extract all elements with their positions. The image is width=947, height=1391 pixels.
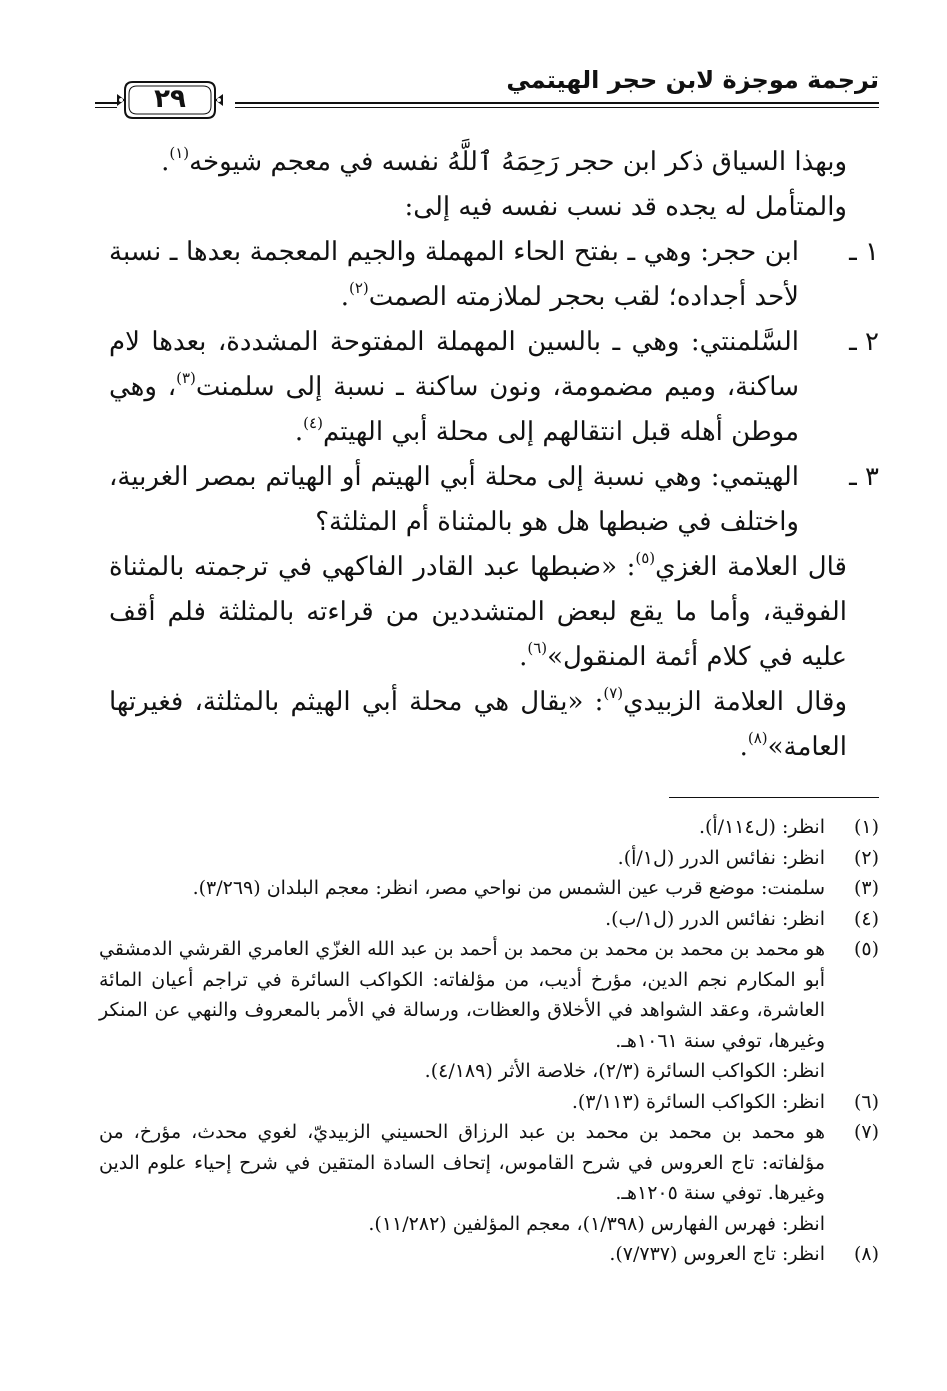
footnote (99, 904, 879, 935)
footnote-number: (٢) (853, 846, 879, 869)
footnote-number: (٣) (853, 877, 879, 899)
footnote-ref: (٢) (348, 279, 369, 297)
footnote-text: سلمنت: موضع قرب عين الشمس من نواحي مصر، انظر: معجم البلدان (٣/٢٦٩). (192, 877, 825, 899)
punctuation: . (294, 417, 304, 447)
list-item (109, 455, 879, 545)
punctuation: . (519, 642, 528, 672)
main-text (109, 140, 879, 770)
page-header (95, 62, 879, 122)
footnote-ref: (٥) (635, 549, 656, 567)
footnote-text: انظر: (ل١١٤/أ). (698, 816, 825, 838)
paragraph (109, 140, 879, 185)
footnote-separator (669, 797, 879, 798)
list-item-text: ابن حجر: وهي ـ بفتح الحاء المهملة والجيم المعجمة بعدها ـ نسبة لأحد أجداده؛ لقب بحجر لملازمته الصمت (109, 237, 799, 312)
paragraph-text: وقال العلامة الزبيدي (623, 687, 847, 717)
footnote-source: انظر: فهرس الفهارس (١/٣٩٨)، معجم المؤلفين (١١/٢٨٢). (368, 1212, 825, 1235)
quote-paragraph (109, 545, 879, 680)
header-rule-left (95, 102, 117, 104)
footnote-ref: (٣) (176, 369, 196, 387)
footnote (99, 1239, 879, 1270)
paragraph-text: والمتأمل له يجده قد نسب نفسه فيه إلى: (404, 192, 847, 222)
list-item-text: السَّلمنتي: وهي ـ بالسين المهملة المفتوحة المشددة، بعدها لام ساكنة، وميم مضمومة، ونون ساكنة ـ نسبة إلى سلمنت (109, 327, 799, 402)
running-title: ترجمة موجزة لابن حجر الهيتمي (506, 66, 879, 94)
footnote-number: (٧) (853, 1121, 879, 1143)
footnote-number: (١) (853, 816, 879, 838)
footnote-text: انظر: نفائس الدرر (ل١/أ). (617, 846, 825, 869)
footnote-text: انظر: نفائس الدرر (ل١/ب). (605, 907, 825, 930)
footnote (99, 843, 879, 874)
footnote-ref: (٤) (303, 414, 323, 432)
list-number: ٢ ـ (849, 327, 879, 357)
header-rule-left-thin (95, 107, 117, 108)
paragraph (109, 185, 879, 230)
paragraph-text: : «يقال هي محلة أبي الهيثم بالمثلثة، فغيرتها العامة» (109, 687, 847, 762)
footnote (99, 873, 879, 904)
footnote-number: (٤) (853, 907, 879, 930)
list-number: ٣ ـ (849, 462, 879, 492)
header-rule-thin (235, 107, 879, 108)
footnote (99, 934, 879, 1087)
page-number-ornament (115, 76, 225, 124)
list-item-text: ، وهي موطن أهله قبل انتقالهم إلى محلة أبي الهيتم (109, 372, 799, 447)
paragraph-text: قال العلامة الغزي (655, 552, 847, 582)
punctuation: . (340, 282, 349, 312)
footnote-ref: (٦) (527, 639, 548, 657)
quote-paragraph (109, 680, 879, 770)
footnote-text: هو محمد بن محمد بن محمد بن عبد الرزاق الحسيني الزبيديّ، لغوي محدث، مؤرخ، من مؤلفاته: تاج العروس في شرح القاموس، إتحاف السادة المتقين في شرح إحياء علوم الدين وغيرها. توفي سنة ١٢٠٥هـ. (99, 1121, 825, 1204)
list-item-text: الهيتمي: وهي نسبة إلى محلة أبي الهيتم أو الهياتم بمصر الغربية، واختلف في ضبطها هل هو بالمثناة أم المثلثة؟ (109, 462, 799, 537)
punctuation: . (161, 147, 170, 177)
footnote-number: (٦) (853, 1090, 879, 1113)
header-rule (235, 102, 879, 104)
footnote (99, 812, 879, 843)
page-number: ٢٩ (154, 84, 186, 114)
footnote-ref: (١) (169, 144, 190, 162)
footnote-ref: (٨) (747, 729, 768, 747)
footnote-number: (٥) (853, 938, 879, 960)
footnote-text: انظر: تاج العروس (٧/٧٣٧). (609, 1243, 825, 1265)
footnote-source: انظر: الكواكب السائرة (٢/٣)، خلاصة الأثر (٤/١٨٩). (424, 1060, 825, 1082)
footnote-text: انظر: الكواكب السائرة (٣/١١٣). (571, 1090, 825, 1113)
paragraph-text: : «ضبطها عبد القادر الفاكهي في ترجمته بالمثناة الفوقية، وأما ما يقع لبعض المتشددين من قراءته بالمثلثة فلم أقف عليه في كلام أئمة المنقول» (109, 552, 847, 672)
footnote-number: (٨) (853, 1243, 879, 1265)
footnotes (99, 812, 879, 1270)
footnote-text: هو محمد بن محمد بن محمد بن محمد بن أحمد بن عبد الله الغزّي العامري القرشي الدمشقي أبو المكارم نجم الدين، مؤرخ أديب، من مؤلفاته: الكواكب السائرة في تراجم أعيان المائة العاشرة، وعقد الشواهد في الأخلاق والعظات، ورسالة في الأمر بالمعروف والنهي عن المنكر وغيرها، توفي سنة ١٠٦١هـ. (99, 938, 825, 1052)
paragraph-text: وبهذا السياق ذكر ابن حجر رَحِمَهُ ٱللَّهُ نفسه في معجم شيوخه (189, 147, 847, 177)
punctuation: . (739, 732, 748, 762)
footnote (99, 1087, 879, 1118)
list-number: ١ ـ (849, 237, 879, 267)
footnote-ref: (٧) (603, 684, 624, 702)
list-item (109, 230, 879, 320)
list-item (109, 320, 879, 455)
footnote (99, 1117, 879, 1239)
